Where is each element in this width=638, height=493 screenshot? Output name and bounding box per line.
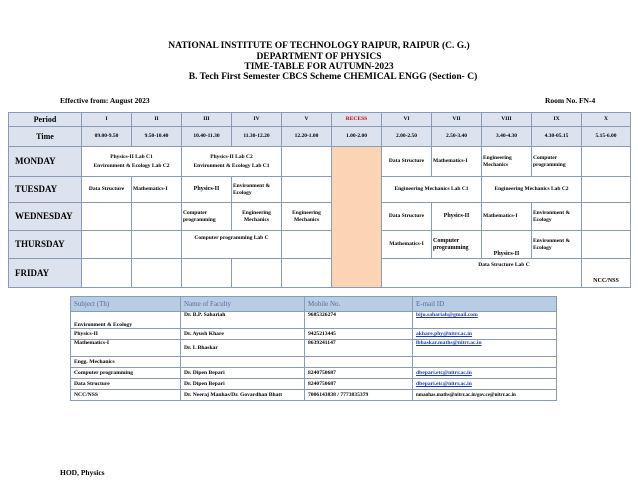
faculty-mobile: 8240750687	[305, 368, 413, 379]
day-tuesday: TUESDAY	[9, 177, 82, 203]
faculty-subject: Computer programming	[71, 368, 181, 379]
faculty-mobile	[305, 357, 413, 368]
time-cell: 4.30-05.15	[532, 127, 582, 147]
thursday-viii: Physics-II	[482, 231, 532, 259]
time-cell: 5.15-6.00	[582, 127, 631, 147]
faculty-name: Dr. Dipen Bepari	[181, 368, 305, 379]
tuesday-x	[582, 177, 631, 203]
period-cell: I	[82, 113, 132, 127]
faculty-email[interactable]: biju.sahariah@gmail.com	[413, 312, 557, 329]
faculty-mobile: 9685326274	[305, 312, 413, 329]
monday-v	[282, 147, 332, 177]
friday-row	[9, 259, 631, 288]
table-row	[71, 390, 557, 401]
table-row	[71, 357, 557, 368]
period-cell: VIII	[482, 113, 532, 127]
friday-lab: Data Structure Lab C	[382, 259, 582, 288]
tuesday-v	[282, 177, 332, 203]
faculty-header-email: E-mail ID	[413, 297, 557, 312]
faculty-name: Dr. Ayush Khare	[181, 329, 305, 340]
thursday-vi: Mathematics-I	[382, 231, 432, 259]
faculty-mobile: 7006143838 / 7773835379	[305, 390, 413, 401]
time-cell: 12.20-1.00	[282, 127, 332, 147]
time-row	[9, 127, 631, 147]
faculty-mobile: 8240750687	[305, 379, 413, 390]
friday-iii	[182, 259, 232, 288]
faculty-subject: Data Structure	[71, 379, 181, 390]
faculty-subject: Mathematics-I	[71, 340, 181, 357]
period-cell: IV	[232, 113, 282, 127]
faculty-email[interactable]: lbhaskar.maths@nitrr.ac.in	[413, 340, 557, 357]
thursday-ix: Environment & Ecology	[532, 231, 582, 259]
thursday-x	[582, 231, 631, 259]
table-row	[71, 340, 557, 357]
period-row	[9, 113, 631, 127]
time-cell: 9.50-10.40	[132, 127, 182, 147]
faculty-subject: NCC/NSS	[71, 390, 181, 401]
monday-lab2-title: Physics-II Lab C2	[210, 153, 253, 160]
institute-title: NATIONAL INSTITUTE OF TECHNOLOGY RAIPUR, RAIPUR (C. G.)	[168, 41, 470, 51]
thursday-lab: Computer programming Lab C	[182, 231, 282, 259]
time-cell: 3.40-4.30	[482, 127, 532, 147]
thursday-v	[282, 231, 332, 259]
faculty-mobile: 9425213445	[305, 329, 413, 340]
time-cell: 10.40-11.30	[182, 127, 232, 147]
period-label: Period	[9, 113, 82, 127]
faculty-email[interactable]: dbepari.etc@nitrr.ac.in	[413, 368, 557, 379]
time-cell: 2.00-2.50	[382, 127, 432, 147]
table-row	[71, 312, 557, 329]
faculty-name: Dr. L Bhaskar	[181, 340, 305, 357]
period-cell: VII	[432, 113, 482, 127]
period-cell: X	[582, 113, 631, 127]
wednesday-iv: Engineering Mechanics	[232, 203, 282, 231]
effective-value: August 2023	[109, 96, 150, 105]
faculty-subject: Environment & Ecology	[71, 312, 181, 329]
day-thursday: THURSDAY	[9, 231, 82, 259]
faculty-subject: Engg. Mechanics	[71, 357, 181, 368]
wednesday-iii: Computer programming	[182, 203, 232, 231]
wednesday-ii	[132, 203, 182, 231]
wednesday-ix: Environment & Ecology	[532, 203, 582, 231]
effective-from	[60, 96, 150, 105]
wednesday-row	[9, 203, 631, 231]
period-cell: II	[132, 113, 182, 127]
tuesday-row	[9, 177, 631, 203]
friday-ii	[132, 259, 182, 288]
wednesday-x	[582, 203, 631, 231]
faculty-header-name: Name of Faculty	[181, 297, 305, 312]
tuesday-lab-2: Engineering Mechanics Lab C2	[482, 177, 582, 203]
faculty-email[interactable]	[413, 357, 557, 368]
faculty-email[interactable]: akhare.phy@nitrr.ac.in	[413, 329, 557, 340]
monday-lab2-sub: Environment & Ecology Lab C1	[193, 163, 270, 169]
friday-i	[82, 259, 132, 288]
tuesday-iv: Environment & Ecology	[232, 177, 282, 203]
time-cell: 2.50-3.40	[432, 127, 482, 147]
table-row	[71, 379, 557, 390]
monday-ix: Computer programming	[532, 147, 582, 177]
timetable-title: TIME-TABLE FOR AUTUMN-2023	[244, 62, 394, 72]
tuesday-ii: Mathematics-I	[132, 177, 182, 203]
day-friday: FRIDAY	[9, 259, 82, 288]
faculty-table	[70, 296, 557, 401]
thursday-vii: Computer programming	[432, 231, 482, 259]
tuesday-iii: Physics-II	[182, 177, 232, 203]
faculty-name	[181, 357, 305, 368]
faculty-mobile: 8639241147	[305, 340, 413, 357]
monday-lab1-sub: Environment & Ecology Lab C2	[93, 163, 170, 169]
thursday-ii	[132, 231, 182, 259]
hod-signature-label: HOD, Physics	[60, 468, 105, 477]
time-cell: 11.30-12.20	[232, 127, 282, 147]
monday-vi: Data Structure	[382, 147, 432, 177]
scheme-title: B. Tech First Semester CBCS Scheme CHEMICAL ENGG (Section- C)	[188, 72, 478, 82]
wednesday-vi: Data Structure	[382, 203, 432, 231]
monday-vii: Mathematics-I	[432, 147, 482, 177]
period-cell: VI	[382, 113, 432, 127]
faculty-name: Dr. Dipen Bepari	[181, 379, 305, 390]
tuesday-lab-1: Engineering Mechanics Lab C1	[382, 177, 482, 203]
period-cell: IX	[532, 113, 582, 127]
wednesday-v: Engineering Mechanics	[282, 203, 332, 231]
effective-label: Effective from:	[60, 96, 109, 105]
monday-x	[582, 147, 631, 177]
day-monday: MONDAY	[9, 147, 82, 177]
wednesday-vii: Physics-II	[432, 203, 482, 231]
monday-lab-2	[182, 147, 282, 177]
department-title: DEPARTMENT OF PHYSICS	[256, 52, 382, 62]
room-number: Room No. FN-4	[545, 96, 596, 105]
friday-v	[282, 259, 332, 288]
faculty-header-subject: Subject (Th)	[71, 297, 181, 312]
friday-x: NCC/NSS	[582, 259, 631, 288]
faculty-name: Dr. B.P. Sahariah	[181, 312, 305, 329]
wednesday-viii: Mathematics-I	[482, 203, 532, 231]
faculty-header-row	[71, 297, 557, 312]
faculty-subject: Physics-II	[71, 329, 181, 340]
table-row	[71, 329, 557, 340]
thursday-i	[82, 231, 132, 259]
time-label: Time	[9, 127, 82, 147]
timetable	[8, 112, 631, 288]
monday-lab1-title: Physics-II Lab C1	[110, 153, 153, 160]
thursday-row	[9, 231, 631, 259]
period-cell: V	[282, 113, 332, 127]
monday-lab-1	[82, 147, 182, 177]
time-cell: 1.00-2.00	[332, 127, 382, 147]
faculty-header-mobile: Mobile No.	[305, 297, 413, 312]
wednesday-i	[82, 203, 132, 231]
period-cell-recess: RECESS	[332, 113, 382, 127]
monday-row	[9, 147, 631, 177]
friday-iv	[232, 259, 282, 288]
day-wednesday: WEDNESDAY	[9, 203, 82, 231]
faculty-name: Dr. Neeraj Manhas/Dr. Govardhan Bhatt	[181, 390, 305, 401]
faculty-email[interactable]: dbepari.etc@nitrr.ac.in	[413, 379, 557, 390]
monday-viii: Engineering Mechanics	[482, 147, 532, 177]
recess-column	[332, 147, 382, 288]
period-cell: III	[182, 113, 232, 127]
faculty-email[interactable]: nmanhas.maths@nitrr.ac.in/gov.ce@nitrr.ac.in	[413, 390, 557, 401]
table-row	[71, 368, 557, 379]
time-cell: 09.00-9.50	[82, 127, 132, 147]
tuesday-i: Data Structure	[82, 177, 132, 203]
